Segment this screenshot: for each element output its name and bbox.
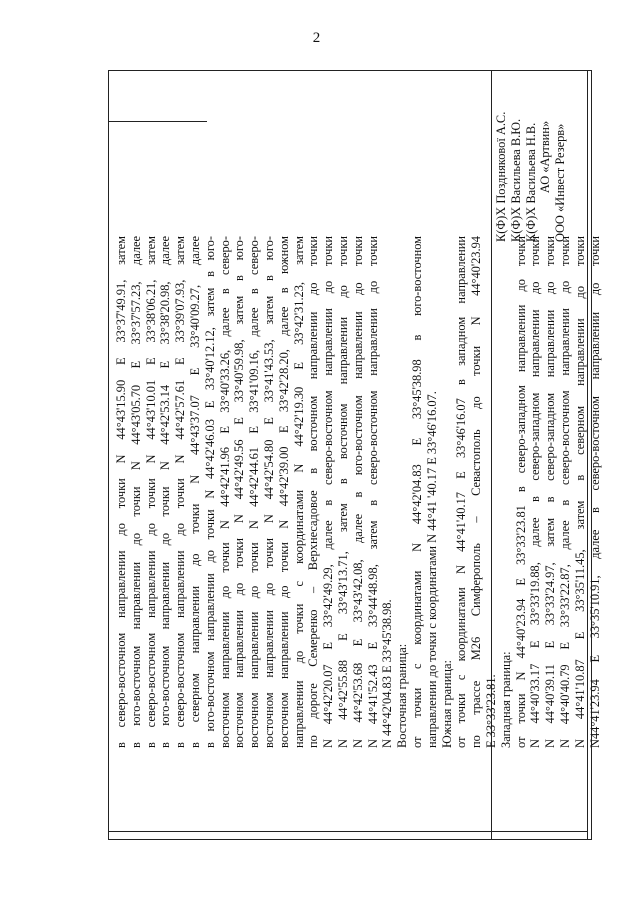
boundary-description-text xyxy=(114,236,602,748)
text-line: в юго-восточном направлении до точки N 44°42'46.03 E 33°40'12.12, затем в юго- xyxy=(202,236,217,748)
text-line: от точки N 44°40'23.94 E 33°33'23.81 в северо-западном направлении до точки xyxy=(513,236,528,748)
text-line: N 44°42'53.68 E 33°43'42.08, далее в юго-восточном направлении до точки xyxy=(350,236,365,748)
text-line: Южная граница: xyxy=(439,660,454,748)
text-line: от точки с координатами N 44°41'40.17 E 33°46'16.07 в западном направлении xyxy=(454,236,469,748)
text-line: N 44°40'39.11 E 33°33'24.97, затем в северо-западном направлении до точки xyxy=(543,236,558,748)
text-line: N 44°41'10.87 E 33°35'11.45, затем в северном направлении до точки xyxy=(572,236,587,748)
text-line: в юго-восточном направлении до точки N 44°43'05.70 E 33°37'57.23, далее xyxy=(128,236,143,748)
text-line: N 44°42'20.07 E 33°42'49.29, далее в северо-восточном направлении до точки xyxy=(321,236,336,748)
text-line: в северо-восточном направлении до точки N 44°43'15.90 E 33°37'49.91, затем xyxy=(114,236,128,748)
text-line: E 33°33'23.81. xyxy=(483,674,498,748)
text-line: направлении до точки с координатами N 44°41 '40.17 E 33°46'16.07. xyxy=(424,391,439,748)
owner-name: ООО «Инвест Резерв» xyxy=(553,123,568,242)
row-divider-bottom xyxy=(109,831,587,832)
text-line: в северо-восточном направлении до точки N 44°42'57.61 E 33°39'07.93, затем xyxy=(173,236,188,748)
text-line: N44°41'23.94 E 33°35'10.91, далее в северо-восточном направлении до точки xyxy=(587,236,602,748)
owner-name: К(Ф)Х Васильева В.Ю. xyxy=(508,118,523,242)
owners-list xyxy=(494,72,568,242)
owner-name: К(Ф)Х Васильева Н.В. xyxy=(523,122,538,242)
text-line: восточном направлении до точки N 44°42'44.61 E 33°41'09.16, далее в северо- xyxy=(247,236,262,748)
text-line: в северо-восточном направлении до точки N 44°43'10.01 E 33°38'06.21, затем xyxy=(143,236,158,748)
text-line: N 44°40'33.17 E 33°33'19.88, далее в северо-западном направлении до точки xyxy=(528,236,543,748)
owner-name: АО «Артвин» xyxy=(538,120,553,194)
text-line: N 44°42'04.83 E 33°45'38.98. xyxy=(380,599,395,748)
text-line: по дороге Семеренко – Верхнесадовое в восточном направлении до точки xyxy=(306,236,321,748)
text-line: Восточная граница: xyxy=(395,643,410,748)
owner-name: К(Ф)Х Позднякової А.С. xyxy=(494,111,508,242)
text-line: в северном направлении до точки N 44°43'37.07 E 33°40'09.27, далее xyxy=(187,236,202,748)
text-line: восточном направлении до точки N 44°42'41.96 E 33°40'33.26, далее в северо- xyxy=(217,236,232,748)
text-line: Западная граница: xyxy=(498,651,513,748)
text-line: направлении до точки с координатами N 44°42'19.30 E 33°42'31.23, затем xyxy=(291,236,306,748)
text-line: от точки с координатами N 44°42'04.83 E 33°45'38.98 в юго-восточном xyxy=(409,236,424,748)
text-line: по трассе М26 Симферополь – Севастополь до точки N 44°40'23.94 xyxy=(469,236,484,748)
text-line: в юго-восточном направлении до точки N 44°42'53.14 E 33°38'20.98, далее xyxy=(158,236,173,748)
page-number: 2 xyxy=(312,30,321,46)
text-line: N 44°41'52.43 E 33°44'48.98, затем в северо-восточном направлении до точки xyxy=(365,236,380,748)
text-line: N 44°40'40.79 E 33°33'22.87, далее в северо-восточном направлении до точки xyxy=(557,236,572,748)
row-divider-top xyxy=(109,121,207,122)
text-line: N 44°42'55.88 E 33°43'13.71, затем в восточном направлении до точки xyxy=(335,236,350,748)
text-line: восточном направлении до точки N 44°42'54.80 E 33°41'43.53, затем в юго- xyxy=(261,236,276,748)
text-line: восточном направлении до точки N 44°42'39.00 E 33°42'28.20, далее в южном xyxy=(276,236,291,748)
text-line: восточном направлении до точки N 44°42'49.56 E 33°40'59.98, затем в юго- xyxy=(232,236,247,748)
